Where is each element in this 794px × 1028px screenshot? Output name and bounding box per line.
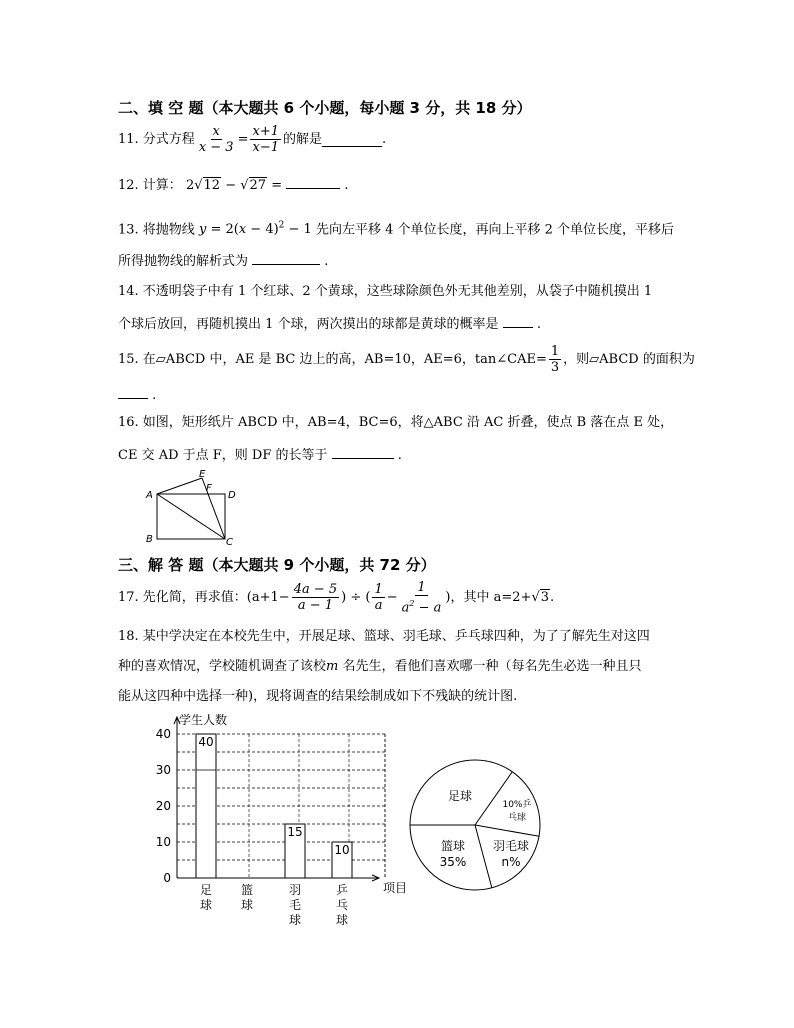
q17-sqrt3: √3 xyxy=(531,589,550,605)
diagonal-ac xyxy=(157,494,225,539)
pie-label: 乓球 xyxy=(507,813,527,823)
q11-answer-blank[interactable] xyxy=(322,132,382,147)
q11-prefix: 11. 分式方程 xyxy=(118,131,195,147)
x-tick-label: 球 xyxy=(335,913,349,927)
y-tick-label: 30 xyxy=(155,763,171,777)
q14-answer-blank[interactable] xyxy=(503,313,533,328)
x-tick-label: 球 xyxy=(199,898,213,912)
x-tick-label: 篮 xyxy=(240,883,254,897)
question-14-line2 xyxy=(118,313,541,335)
question-14-line1: 14. 不透明袋子中有 1 个红球、2 个黄球，这些球除颜色外无其他差别，从袋子中随机摸出 1 xyxy=(118,284,653,299)
q15-frac: $\frac{1}{3}$ xyxy=(550,344,560,375)
q11-suffix: 的解是 xyxy=(282,131,322,147)
q15-answer-blank[interactable] xyxy=(118,384,148,399)
question-16-line2 xyxy=(118,444,402,466)
q18-line2-a: 种的喜欢情况，学校随机调查了该校 xyxy=(118,659,327,674)
q13-text: 先向左平移 4 个单位长度，再向上平移 2 个单位长度，平移后 xyxy=(315,222,675,238)
x-axis-label: 项目 xyxy=(383,881,408,895)
bar-data-label: 15 xyxy=(287,825,303,839)
q11-end: . xyxy=(382,131,387,147)
question-15-line1 xyxy=(118,344,695,375)
y-tick-label: 40 xyxy=(155,727,171,741)
bar-chart xyxy=(140,712,420,930)
question-17: 17. 先化简，再求值：(a+1− $\frac{4a - 5}{a - 1}$ ) ÷ ( $\frac{1}{a}$ − $\frac{1}{a^2 - a}$ )，其中 a=2+ √3 . xyxy=(118,580,555,616)
question-15-line2 xyxy=(118,384,156,406)
q11-frac-right: $\frac{x+1}{x-1}$ xyxy=(252,124,279,155)
x-tick-label: 毛 xyxy=(288,898,302,912)
q13-line2-text: 所得抛物线的解析式为 xyxy=(118,254,249,269)
segment-ae xyxy=(157,478,202,494)
pie-label: 10%乒 xyxy=(502,800,532,810)
q18-line2-b: 名先生，看他们喜欢哪一种（每名先生必选一种且只 xyxy=(338,659,642,674)
q15-text-b: ，则▱ABCD 的面积为 xyxy=(563,351,695,367)
q16-figure xyxy=(140,468,240,546)
question-12 xyxy=(118,174,349,196)
y-tick-label: 10 xyxy=(155,835,171,849)
question-11 xyxy=(118,124,386,155)
q12-expr: 2√12 − √27 = xyxy=(185,178,287,193)
bar-data-label: 40 xyxy=(198,735,214,749)
q16-end: . xyxy=(397,448,402,463)
q17-frac-2: $\frac{1}{a}$ xyxy=(374,582,383,614)
q17-frac-3: $\frac{1}{a^2 - a}$ xyxy=(401,580,442,616)
question-13-line1 xyxy=(118,216,674,240)
label-e: E xyxy=(199,469,206,480)
q12-end: . xyxy=(344,178,349,193)
q12-prefix: 12. 计算： xyxy=(118,178,182,193)
question-18-line2 xyxy=(118,657,641,677)
y-tick-label: 0 xyxy=(163,871,171,885)
bar-data-label: 10 xyxy=(334,843,350,857)
q14-end: . xyxy=(536,317,541,332)
pie-label: 篮球 xyxy=(440,839,466,853)
pie-chart xyxy=(405,755,555,895)
q13-expr: $y = 2(x - 4)^2 - 1$ xyxy=(198,221,312,238)
bar-足球 xyxy=(196,734,216,878)
q16-answer-blank[interactable] xyxy=(332,444,394,459)
question-18-line3: 能从这四种中选择一种)，现将调查的结果绘制成如下不残缺的统计图. xyxy=(118,689,518,704)
x-tick-label: 乓 xyxy=(335,898,349,912)
pie-label: 羽毛球 xyxy=(492,839,530,853)
x-tick-label: 足 xyxy=(199,883,213,897)
x-tick-label: 乒 xyxy=(335,883,349,897)
q11-equals: = xyxy=(237,131,249,147)
q11-frac-left: $\frac{x}{x - 3}$ xyxy=(198,124,234,155)
x-tick-label: 羽 xyxy=(288,883,302,897)
q15-end: . xyxy=(152,388,157,403)
pie-label: 足球 xyxy=(447,789,473,803)
q13-prefix: 13. 将抛物线 xyxy=(118,222,195,238)
label-d: D xyxy=(228,490,236,501)
label-a: A xyxy=(146,490,153,501)
q17-prefix: 17. 先化简，再求值：(a+1− xyxy=(118,589,290,605)
label-f: F xyxy=(206,483,212,494)
label-b: B xyxy=(146,534,153,545)
q17-mid: ) ÷ ( xyxy=(341,589,371,605)
q17-suffix: )，其中 a=2+ xyxy=(445,589,532,605)
section-2-title: 二、填 空 题（本大题共 6 个小题，每小题 3 分，共 18 分） xyxy=(118,99,532,117)
pie-label: 35% xyxy=(439,855,467,869)
pie-label: n% xyxy=(501,855,521,869)
x-tick-label: 球 xyxy=(240,898,254,912)
q18-var-m: m xyxy=(326,659,339,674)
q17-end: . xyxy=(550,589,555,605)
q12-answer-blank[interactable] xyxy=(286,174,340,189)
q13-answer-blank[interactable] xyxy=(252,250,320,265)
q15-text-a: 15. 在▱ABCD 中，AE 是 BC 边上的高，AB=10，AE=6，tan∠CAE= xyxy=(118,351,547,367)
q14-line2-text: 个球后放回，再随机摸出 1 个球，两次摸出的球都是黄球的概率是 xyxy=(118,317,499,332)
question-16-line1: 16. 如图，矩形纸片 ABCD 中，AB=4，BC=6，将△ABC 沿 AC 折叠，使点 B 落在点 E 处， xyxy=(118,415,674,430)
question-18-line1: 18. 某中学决定在本校先生中，开展足球、篮球、羽毛球、乒乓球四种，为了了解先生对这四 xyxy=(118,629,650,644)
q16-line2-text: CE 交 AD 于点 F，则 DF 的长等于 xyxy=(118,448,328,463)
q17-frac-1: $\frac{4a - 5}{a - 1}$ xyxy=(293,582,338,614)
y-axis-label: 学生人数 xyxy=(179,713,228,727)
q13-end: . xyxy=(324,254,329,269)
y-tick-label: 20 xyxy=(155,799,171,813)
question-13-line2 xyxy=(118,250,328,272)
x-tick-label: 球 xyxy=(288,913,302,927)
section-3-title: 三、解 答 题（本大题共 9 个小题，共 72 分） xyxy=(118,556,436,574)
label-c: C xyxy=(226,537,233,546)
